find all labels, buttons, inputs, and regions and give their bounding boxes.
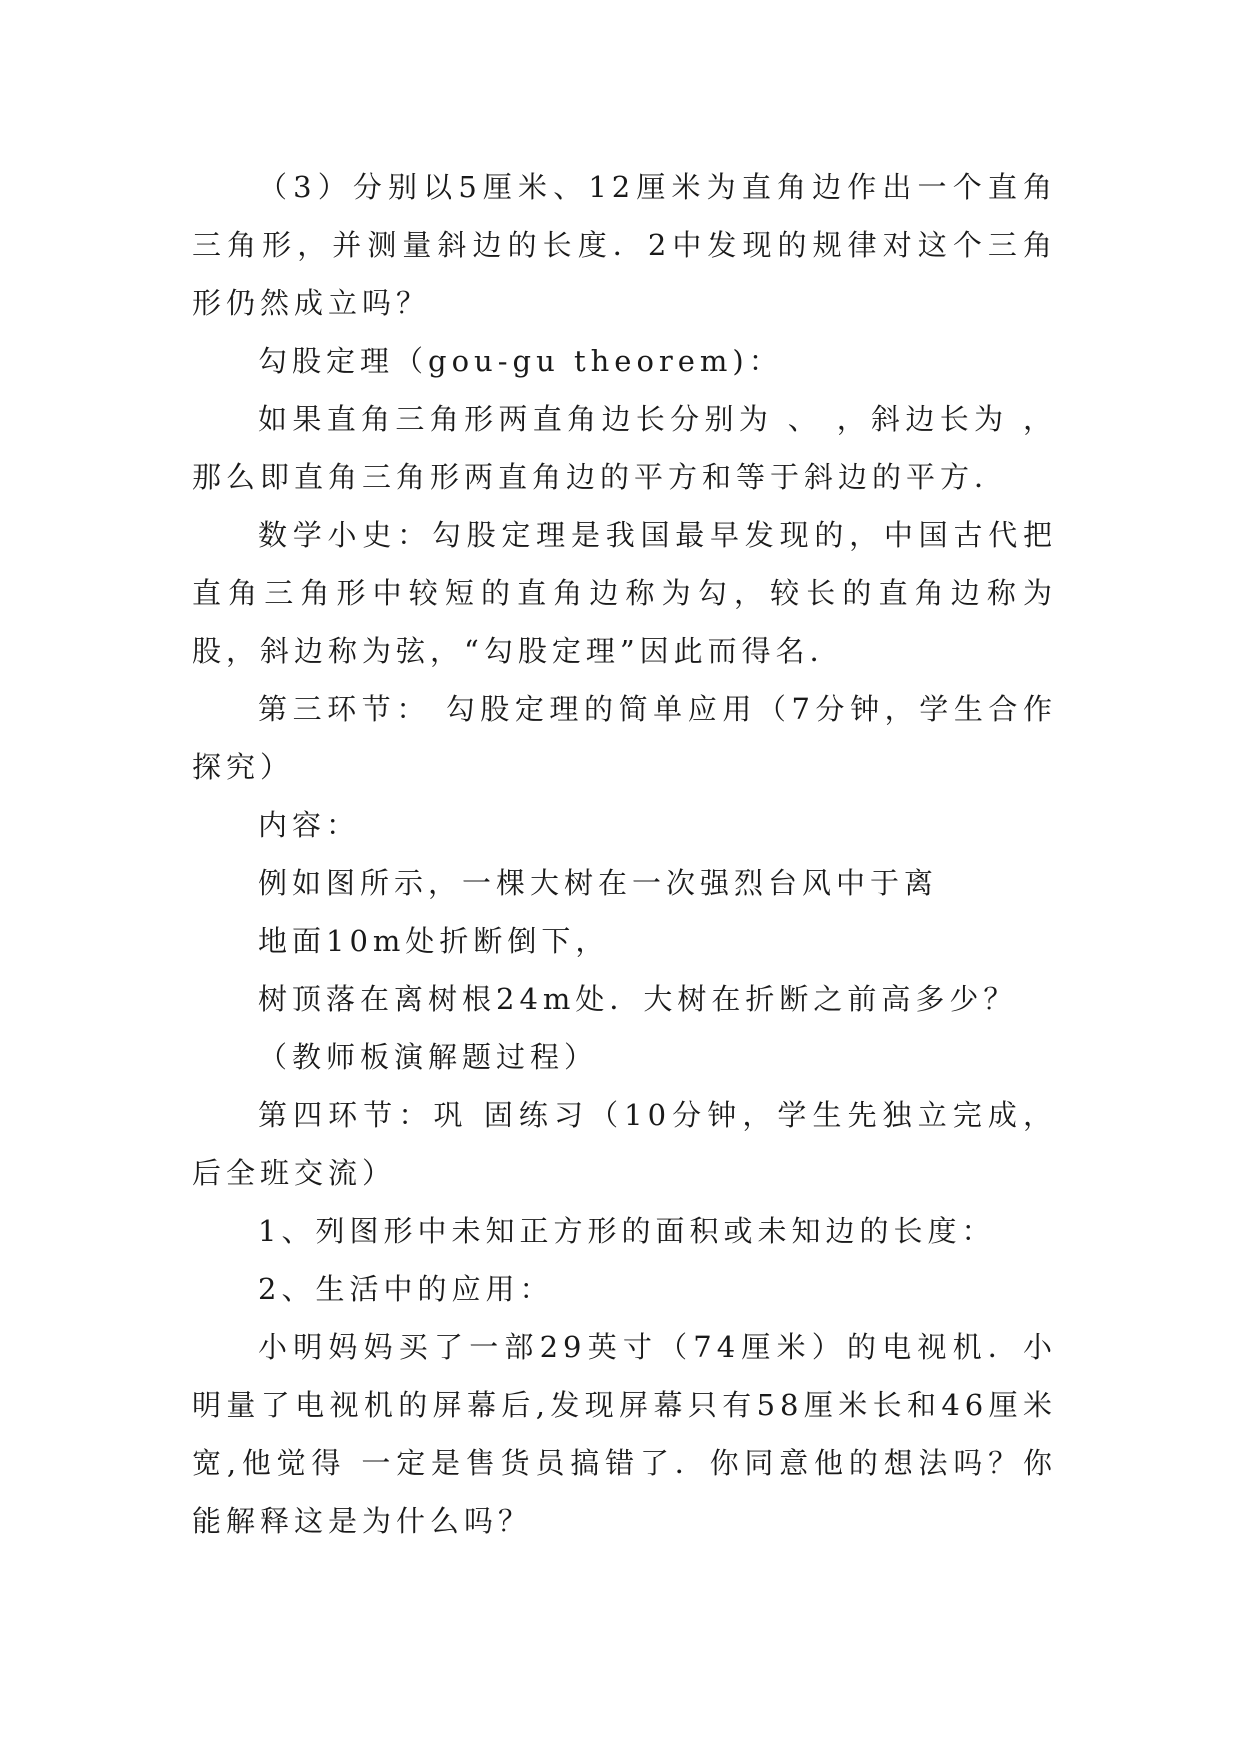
paragraph-tv-problem: 小明妈妈买了一部29英寸（74厘米）的电视机．小明量了电视机的屏幕后,发现屏幕只有58厘米长和46厘米宽,他觉得 一定是售货员搞错了．你同意他的想法吗？你能解释这是为什么吗？ — [192, 1330, 1057, 1538]
paragraph-teacher-demo: （教师板演解题过程） — [258, 1040, 599, 1074]
paragraph-theorem-statement: 如果直角三角形两直角边长分别为 、 ，斜边长为 ，那么即直角三角形两直角边的平方和等于斜边的平方． — [192, 402, 1057, 494]
paragraph-example-line-3: 树顶落在离树根24m处．大树在折断之前高多少？ — [258, 982, 1018, 1016]
paragraph-theorem-title: 勾股定理（gou-gu theorem)： — [258, 344, 783, 378]
paragraph-section-three: 第三环节： 勾股定理的简单应用（7分钟，学生合作探究） — [192, 692, 1057, 784]
paragraph-section-four: 第四环节：巩 固练习（10分钟，学生先独立完成，后全班交流） — [192, 1098, 1057, 1190]
paragraph-exercise-2: 2、生活中的应用： — [258, 1272, 554, 1306]
paragraph-exercise-1: 1、列图形中未知正方形的面积或未知边的长度： — [258, 1214, 996, 1248]
paragraph-example-line-2: 地面10m处折断倒下， — [258, 924, 610, 958]
paragraph-math-history: 数学小史：勾股定理是我国最早发现的，中国古代把直角三角形中较短的直角边称为勾，较长的直角边称为股，斜边称为弦，“勾股定理”因此而得名． — [192, 518, 1057, 668]
paragraph-content-label: 内容： — [258, 808, 361, 842]
paragraph-example-line-1: 例如图所示，一棵大树在一次强烈台风中于离 — [258, 866, 939, 900]
paragraph-q3-triangle: （3）分别以5厘米、12厘米为直角边作出一个直角三角形，并测量斜边的长度．2中发现的规律对这个三角形仍然成立吗？ — [192, 170, 1057, 320]
document-body — [192, 158, 1057, 1550]
